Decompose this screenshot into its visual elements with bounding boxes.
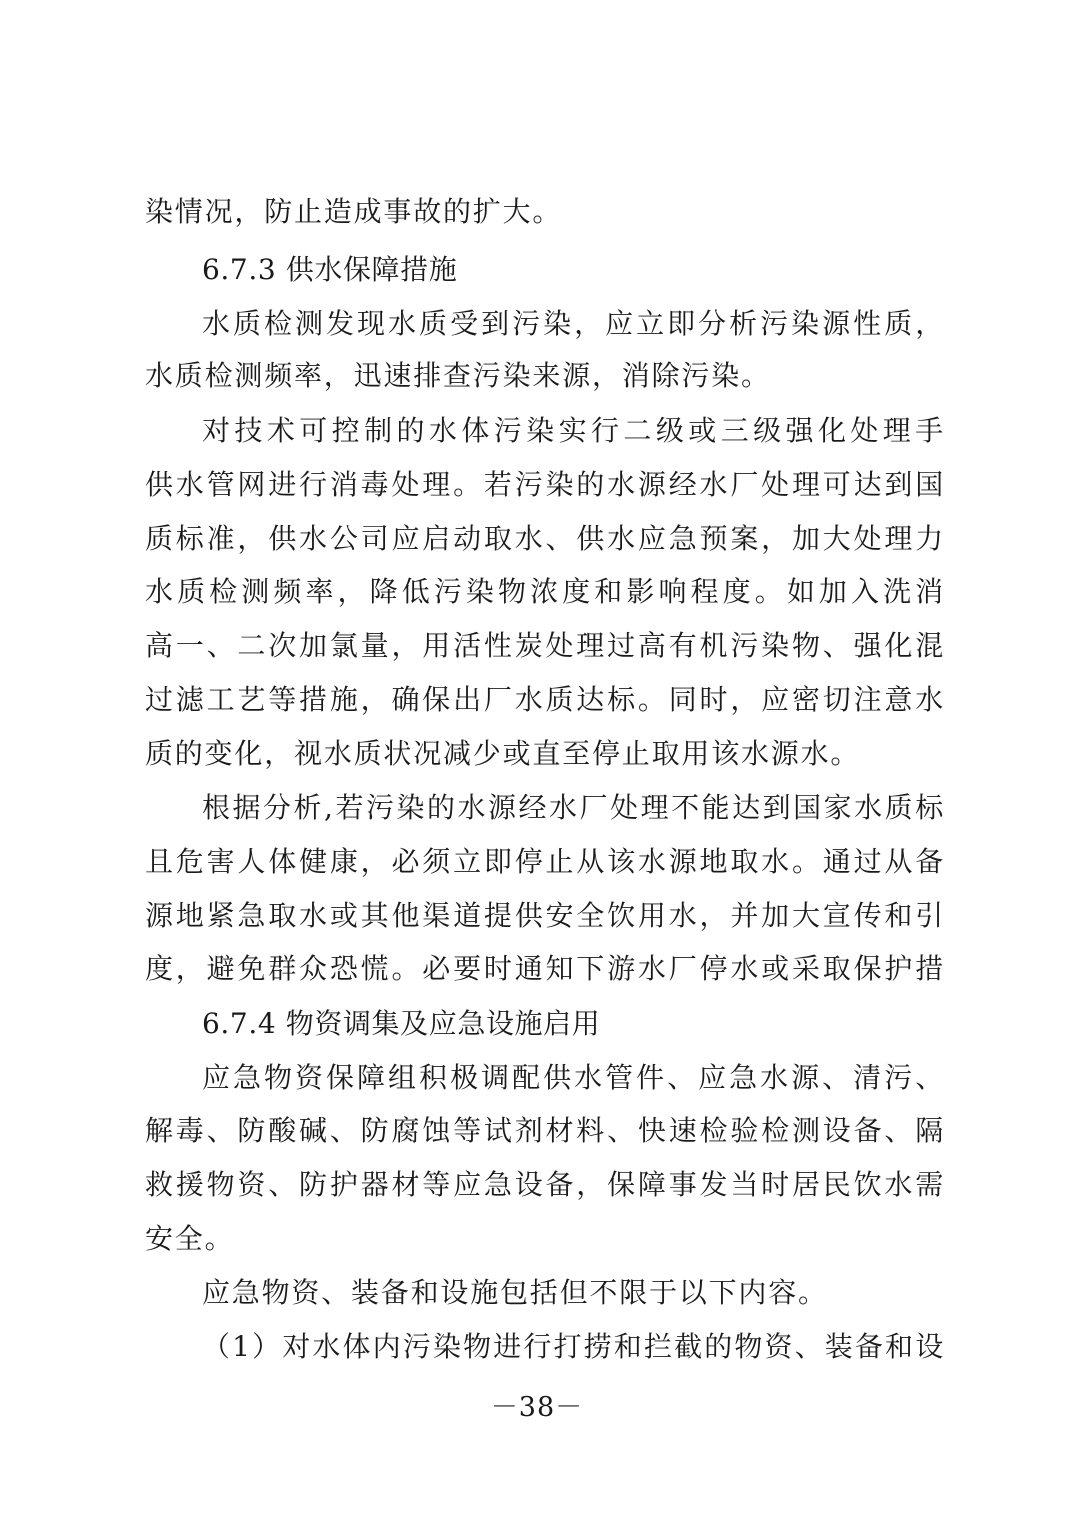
paragraph-line: 源地紧急取水或其他渠道提供安全饮用水，并加大宣传和引 (145, 899, 945, 932)
paragraph-line: 质的变化，视水质状况减少或直至停止取用该水源水。 (145, 737, 861, 770)
paragraph-line: 过滤工艺等措施，确保出厂水质达标。同时，应密切注意水 (145, 683, 945, 716)
paragraph-line: 对技术可控制的水体污染实行二级或三级强化处理手 (202, 414, 945, 447)
paragraph-line: 供水管网进行消毒处理。若污染的水源经水厂处理可达到国 (145, 468, 945, 501)
paragraph-line: 根据分析,若污染的水源经水厂处理不能达到国家水质标 (202, 791, 945, 824)
paragraph-line: 水质检测频率，迅速排查污染来源，消除污染。 (145, 359, 771, 392)
paragraph-line: 安全。 (145, 1222, 235, 1255)
section-heading-6-7-4: 6.7.4 物资调集及应急设施启用 (202, 1007, 601, 1040)
page-number: －38－ (490, 1392, 584, 1423)
paragraph-line: 水质检测频率，降低污染物浓度和影响程度。如加入洗消 (145, 575, 945, 608)
paragraph-continuation-line: 染情况，防止造成事故的扩大。 (145, 195, 563, 228)
list-item-line: （1）对水体内污染物进行打捞和拦截的物资、装备和设 (202, 1330, 945, 1363)
paragraph-line: 解毒、防酸碱、防腐蚀等试剂材料、快速检验检测设备、隔 (145, 1114, 945, 1147)
paragraph-line: 应急物资保障组积极调配供水管件、应急水源、清污、 (202, 1061, 945, 1094)
paragraph-line: 且危害人体健康，必须立即停止从该水源地取水。通过从备 (145, 845, 945, 878)
paragraph-line: 质标准，供水公司应启动取水、供水应急预案，加大处理力 (145, 522, 945, 555)
paragraph-line: 度，避免群众恐慌。必要时通知下游水厂停水或采取保护措 (145, 952, 945, 985)
section-heading-6-7-3: 6.7.3 供水保障措施 (202, 253, 458, 286)
paragraph-line: 应急物资、装备和设施包括但不限于以下内容。 (202, 1276, 828, 1309)
paragraph-line: 水质检测发现水质受到污染，应立即分析污染源性质， (202, 307, 945, 340)
paragraph-line: 高一、二次加氯量，用活性炭处理过高有机污染物、强化混 (145, 629, 945, 662)
paragraph-line: 救援物资、防护器材等应急设备，保障事发当时居民饮水需 (145, 1168, 945, 1201)
